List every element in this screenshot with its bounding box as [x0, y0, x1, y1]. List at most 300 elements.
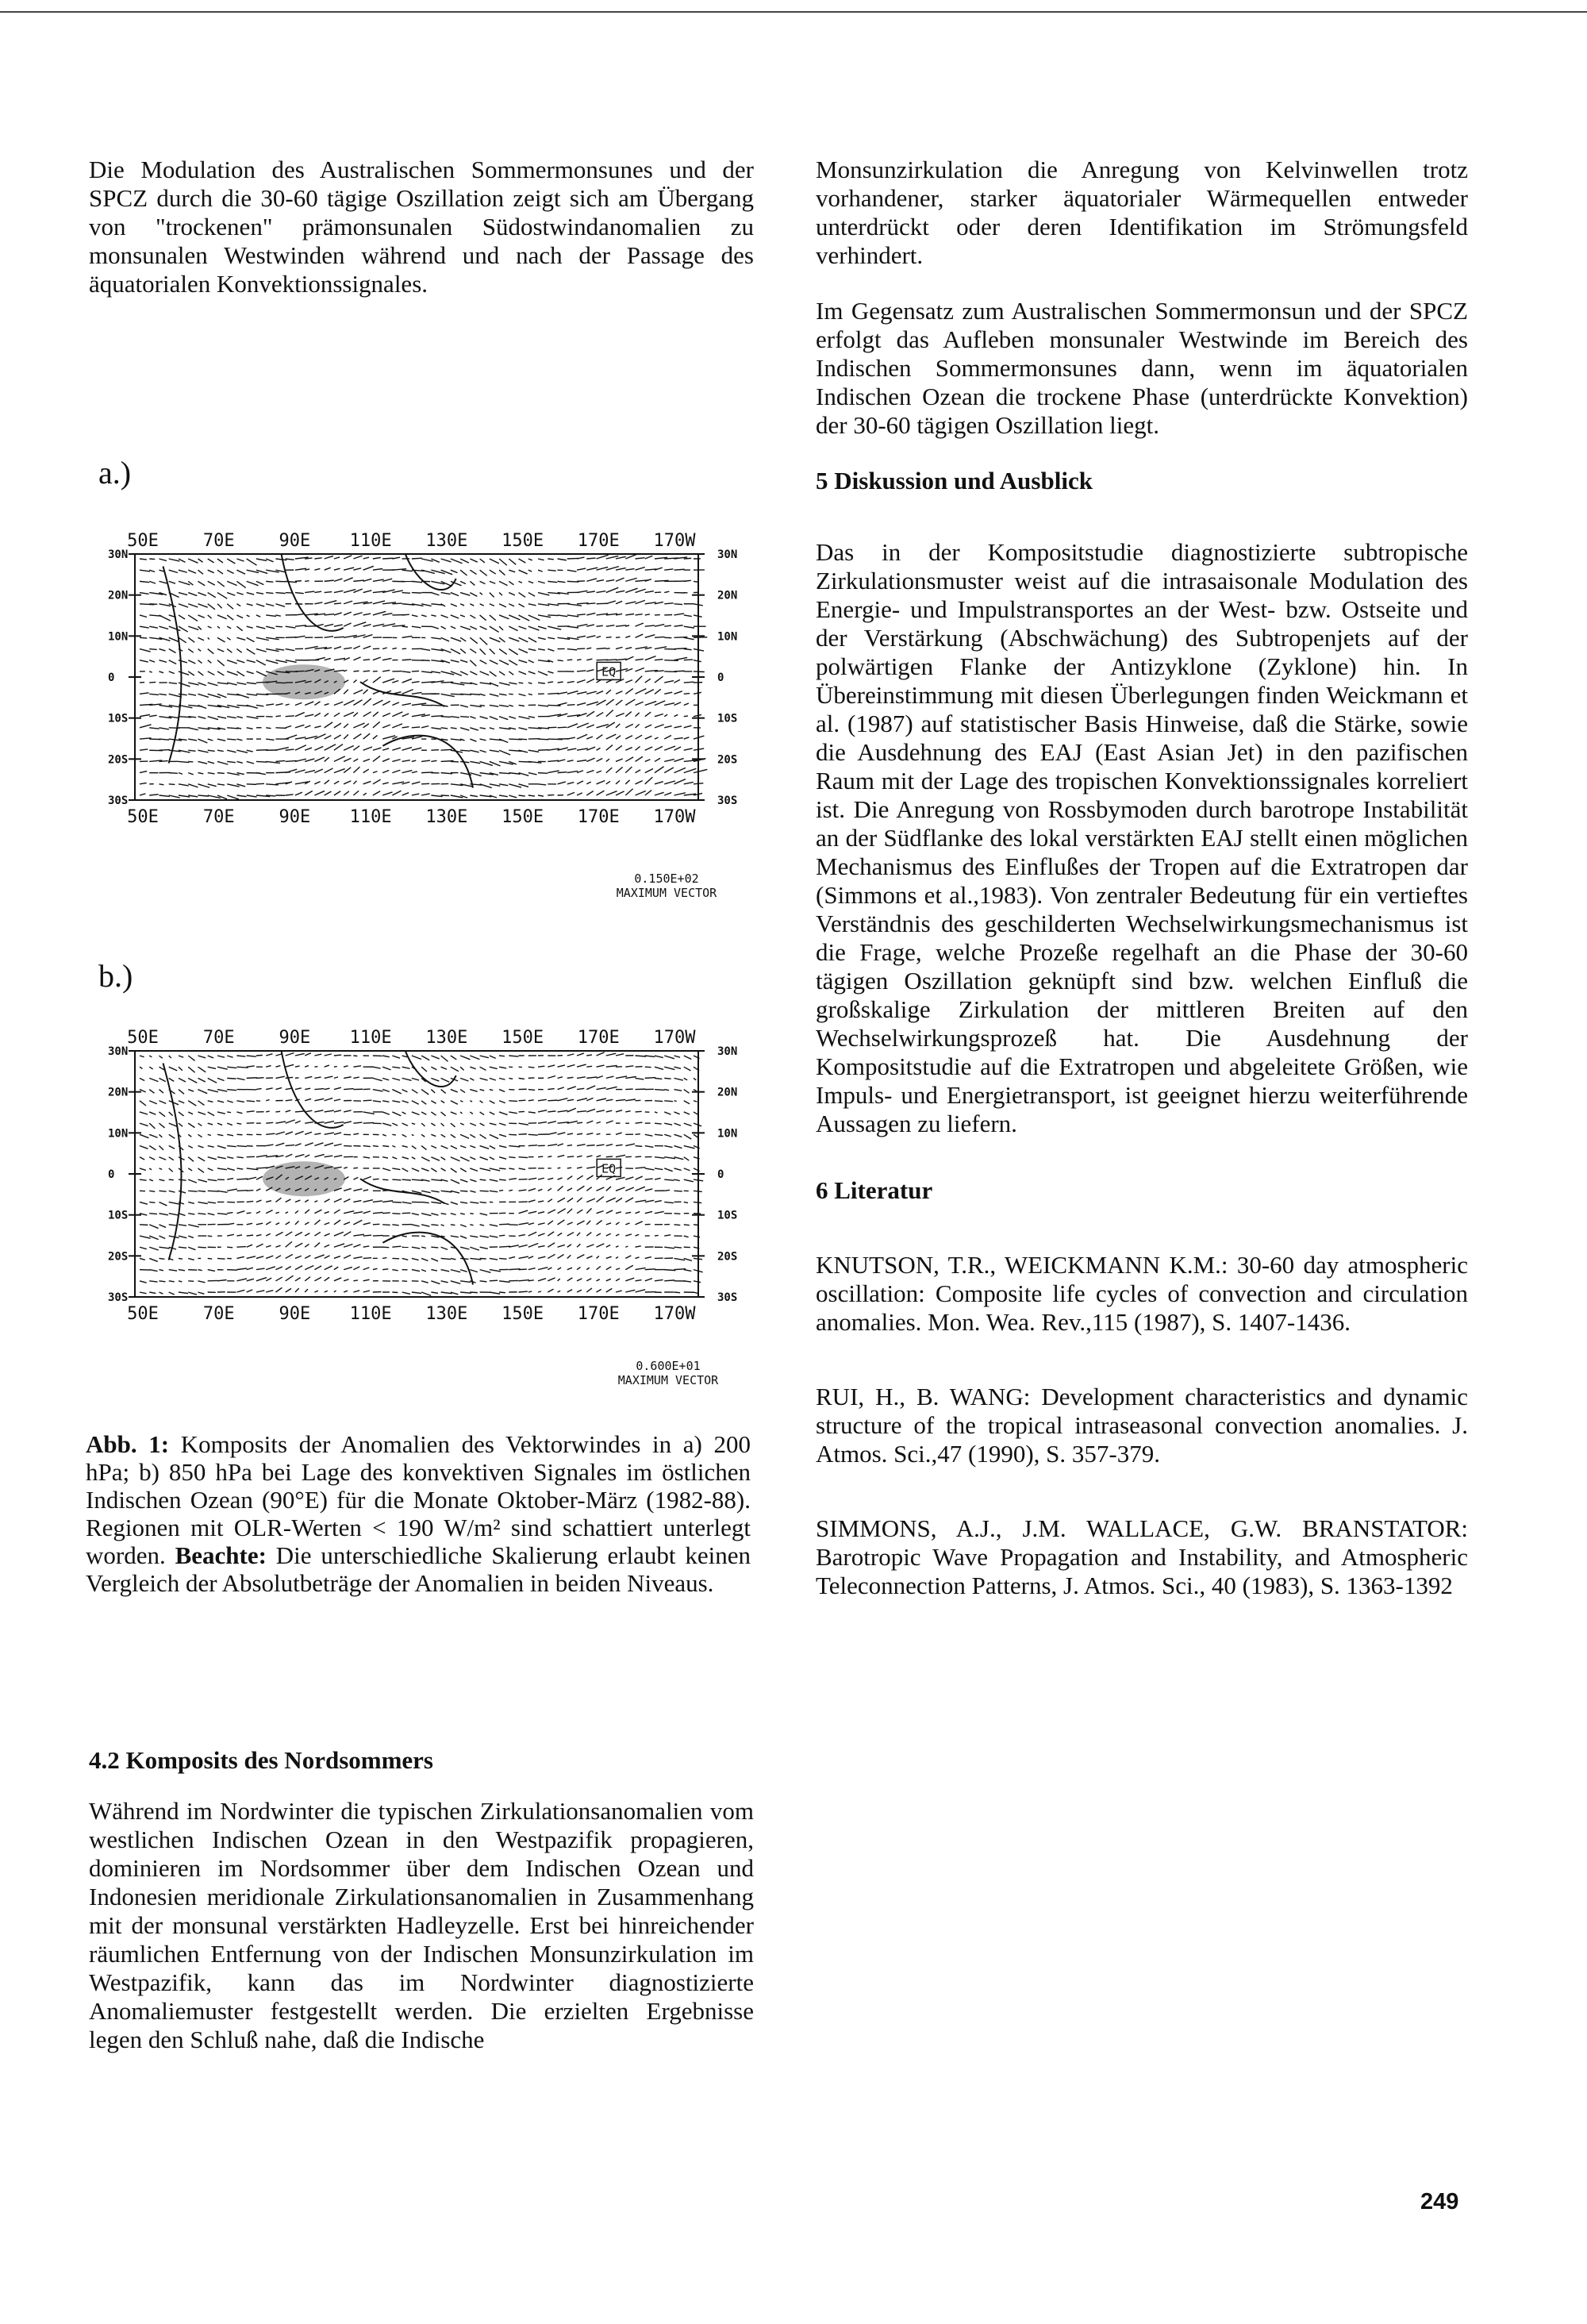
- wind-vector: [247, 750, 253, 752]
- wind-vector: [373, 1268, 378, 1269]
- wind-vector: [179, 1179, 186, 1180]
- wind-vector: [636, 1200, 647, 1202]
- wind-vector: [567, 682, 574, 683]
- wind-vector: [460, 728, 469, 730]
- wind-vector: [597, 1133, 601, 1134]
- wind-vector: [363, 1258, 371, 1259]
- wind-vector: [373, 1078, 382, 1080]
- wind-vector: [140, 581, 149, 582]
- wind-vector: [460, 593, 470, 596]
- wind-vector: [402, 636, 413, 637]
- wind-vector: [412, 558, 422, 559]
- wind-vector: [441, 1191, 452, 1192]
- wind-vector: [159, 1146, 163, 1150]
- wind-vector: [625, 1076, 636, 1078]
- wind-vector: [674, 1292, 681, 1293]
- wind-vector: [188, 671, 194, 675]
- wind-vector: [684, 716, 688, 717]
- wind-vector: [597, 1099, 606, 1101]
- wind-vector: [392, 1168, 400, 1170]
- wind-vector: [363, 1157, 370, 1158]
- wind-vector: [548, 581, 557, 582]
- wind-vector: [597, 648, 606, 649]
- wind-vector: [325, 1098, 333, 1100]
- wind-vector: [548, 1133, 556, 1135]
- wind-vector: [149, 626, 158, 628]
- wind-vector: [451, 1146, 457, 1149]
- wind-vector: [674, 779, 686, 784]
- wind-vector: [597, 691, 603, 695]
- wind-vector: [353, 723, 364, 728]
- wind-vector: [353, 690, 363, 694]
- wind-vector: [227, 1213, 232, 1214]
- wind-vector: [586, 568, 598, 570]
- wind-vector: [382, 1269, 388, 1270]
- wind-vector: [412, 1101, 419, 1104]
- wind-vector: [625, 780, 629, 784]
- wind-vector: [480, 1157, 488, 1160]
- wind-vector: [528, 1100, 534, 1101]
- wind-vector: [295, 1144, 302, 1146]
- wind-vector: [256, 1211, 260, 1213]
- wind-vector: [363, 646, 371, 648]
- wind-vector: [586, 558, 595, 559]
- wind-vector: [305, 1143, 313, 1146]
- wind-vector: [616, 1133, 622, 1134]
- wind-vector: [198, 1157, 205, 1161]
- wind-vector: [519, 604, 525, 607]
- wind-vector: [266, 626, 275, 629]
- wind-vector: [344, 1267, 352, 1269]
- wind-vector: [636, 1234, 640, 1236]
- wind-vector: [402, 1168, 409, 1172]
- wind-vector: [684, 1101, 690, 1104]
- wind-vector: [236, 717, 242, 718]
- wind-vector: [645, 679, 651, 683]
- wind-vector: [373, 721, 380, 727]
- wind-vector: [451, 1258, 456, 1259]
- wind-vector: [208, 1236, 213, 1237]
- wind-vector: [305, 725, 310, 728]
- wind-vector: [334, 1156, 342, 1157]
- wind-vector: [490, 1270, 501, 1272]
- wind-vector: [460, 1112, 462, 1114]
- wind-vector: [616, 659, 627, 660]
- wind-vector: [490, 694, 499, 696]
- wind-vector: [392, 1179, 401, 1180]
- wind-vector: [451, 717, 459, 718]
- wind-vector: [334, 568, 340, 570]
- wind-vector: [208, 1146, 214, 1148]
- wind-vector: [490, 671, 497, 676]
- wind-vector: [616, 1268, 620, 1270]
- wind-vector: [353, 1077, 359, 1078]
- wind-vector: [567, 760, 574, 762]
- wind-vector: [441, 795, 449, 796]
- wind-vector: [470, 1134, 475, 1137]
- wind-vector: [247, 705, 258, 708]
- wind-vector: [548, 671, 553, 673]
- wind-vector: [392, 1067, 400, 1068]
- wind-vector: [558, 1279, 560, 1281]
- wind-vector: [586, 771, 594, 773]
- wind-vector: [586, 679, 594, 683]
- wind-vector: [159, 1202, 167, 1205]
- wind-vector: [421, 1123, 425, 1126]
- wind-vector: [577, 781, 583, 784]
- wind-vector: [314, 1210, 321, 1214]
- wind-vector: [577, 1122, 582, 1123]
- wind-vector: [344, 670, 347, 671]
- wind-vector: [538, 705, 548, 706]
- wind-vector: [567, 1188, 572, 1191]
- wind-vector: [188, 1067, 194, 1072]
- wind-vector: [334, 557, 340, 559]
- wind-vector: [179, 1292, 188, 1294]
- wind-vector: [227, 1134, 233, 1135]
- wind-vector: [519, 1245, 528, 1248]
- wind-vector: [664, 625, 671, 626]
- wind-vector: [636, 1134, 640, 1135]
- wind-vector: [198, 1202, 207, 1203]
- wind-vector: [586, 1221, 590, 1225]
- wind-vector: [616, 767, 623, 772]
- wind-vector: [567, 771, 578, 772]
- wind-vector: [295, 625, 306, 626]
- lon-label-top: 50E: [127, 531, 159, 551]
- wind-vector: [295, 713, 305, 717]
- wind-vector: [412, 1112, 420, 1115]
- wind-vector: [140, 626, 149, 628]
- wind-vector: [460, 615, 465, 617]
- wind-vector: [227, 559, 235, 564]
- wind-vector: [597, 1052, 605, 1056]
- wind-vector: [363, 690, 368, 694]
- wind-vector: [431, 559, 439, 562]
- wind-vector: [451, 1157, 460, 1161]
- wind-vector: [625, 748, 632, 751]
- wind-vector: [460, 750, 470, 751]
- wind-vector: [179, 570, 187, 572]
- wind-vector: [149, 671, 152, 672]
- wind-vector: [421, 1292, 431, 1295]
- wind-vector: [353, 556, 362, 559]
- wind-vector: [188, 1157, 194, 1162]
- wind-vector: [363, 1190, 368, 1191]
- wind-vector: [373, 1212, 383, 1213]
- wind-vector: [606, 1198, 616, 1202]
- wind-vector: [586, 1279, 591, 1281]
- wind-vector: [382, 1190, 391, 1191]
- wind-vector: [655, 746, 663, 750]
- wind-vector: [606, 1156, 613, 1157]
- wind-vector: [586, 1055, 592, 1056]
- wind-vector: [577, 1186, 584, 1191]
- wind-vector: [664, 1123, 672, 1125]
- wind-vector: [169, 1146, 175, 1149]
- wind-vector: [227, 637, 230, 640]
- wind-vector: [538, 1189, 542, 1191]
- wind-vector: [149, 581, 156, 583]
- equator-marker-text: EQ: [601, 664, 617, 679]
- wind-vector: [558, 692, 567, 694]
- wind-vector: [519, 660, 528, 663]
- wind-vector: [382, 770, 389, 772]
- wind-vector: [567, 1156, 574, 1157]
- wind-vector: [499, 1078, 505, 1079]
- wind-vector: [236, 593, 243, 595]
- wind-vector: [314, 1277, 321, 1281]
- wind-vector: [616, 1054, 624, 1056]
- wind-vector: [616, 625, 626, 626]
- wind-vector: [275, 760, 285, 761]
- wind-vector: [334, 1220, 340, 1225]
- wind-vector: [538, 1122, 547, 1124]
- wind-vector: [499, 615, 509, 619]
- wind-vector: [577, 1088, 584, 1089]
- wind-vector: [140, 649, 151, 652]
- wind-vector: [286, 1288, 291, 1292]
- wind-vector: [645, 1257, 651, 1259]
- wind-vector: [149, 570, 155, 571]
- wind-vector: [159, 1112, 165, 1117]
- wind-vector: [586, 782, 590, 784]
- wind-vector: [499, 683, 509, 685]
- wind-vector: [275, 1122, 286, 1123]
- wind-vector: [636, 1187, 645, 1191]
- wind-vector: [412, 1146, 417, 1149]
- wind-vector: [538, 671, 548, 675]
- wind-vector: [664, 1270, 675, 1271]
- wind-vector: [149, 1225, 158, 1229]
- wind-vector: [636, 746, 640, 750]
- wind-vector: [431, 750, 439, 751]
- wind-vector: [236, 1279, 247, 1281]
- wind-vector: [198, 717, 206, 719]
- wind-vector: [470, 1067, 475, 1069]
- wind-vector: [480, 1236, 489, 1237]
- wind-vector: [431, 671, 440, 673]
- wind-vector: [314, 1099, 324, 1100]
- caption-text: Komposits der Anomalien des Vektorwindes in a) 200 hPa; b) 850 hPa bei Lage des konvektiven Signales im östlichen Indischen Ozean (90°E) für die Monate Oktober-März (1982-88). Regionen mit OLR-Werten < 190 W/m² sind schattiert unterlegt worden.: [86, 1430, 751, 1569]
- wind-vector: [480, 626, 487, 629]
- wind-vector: [655, 1090, 664, 1091]
- wind-vector: [538, 750, 548, 751]
- wind-vector: [684, 1236, 689, 1237]
- wind-vector: [247, 1066, 255, 1067]
- wind-vector: [577, 1167, 582, 1168]
- wind-vector: [295, 1066, 300, 1067]
- wind-vector: [586, 1288, 592, 1292]
- wind-vector: [577, 703, 586, 706]
- wind-vector: [606, 1053, 616, 1056]
- wind-vector: [674, 1146, 682, 1149]
- wind-vector: [460, 705, 468, 706]
- figure-caption: [86, 1430, 751, 1597]
- wind-vector: [373, 748, 382, 750]
- wind-vector: [236, 773, 244, 775]
- lat-label-right: 20S: [717, 753, 738, 767]
- wind-vector: [694, 1179, 703, 1181]
- wind-vector: [558, 772, 567, 773]
- wind-vector: [169, 1214, 178, 1215]
- wind-vector: [625, 1177, 633, 1179]
- wind-vector: [227, 581, 236, 585]
- wind-vector: [431, 1168, 436, 1172]
- wind-vector: [431, 1270, 437, 1271]
- wind-vector: [286, 1120, 295, 1123]
- wind-vector: [490, 1090, 493, 1091]
- wind-vector: [275, 1076, 284, 1078]
- wind-vector: [314, 746, 323, 750]
- wind-vector: [266, 1111, 269, 1112]
- wind-vector: [363, 724, 369, 728]
- wind-vector: [460, 671, 468, 675]
- wind-vector: [451, 761, 459, 762]
- wind-vector: [392, 1112, 401, 1116]
- wind-vector: [480, 1258, 486, 1259]
- wind-vector: [586, 1233, 591, 1237]
- wind-vector: [412, 727, 420, 728]
- wind-vector: [616, 781, 620, 784]
- wind-vector: [169, 1078, 175, 1081]
- wind-vector: [645, 614, 650, 615]
- wind-vector: [674, 1067, 682, 1068]
- wind-vector: [402, 679, 412, 683]
- wind-vector: [528, 773, 537, 775]
- wind-vector: [353, 746, 359, 751]
- wind-vector: [314, 1089, 324, 1090]
- wind-vector: [509, 1245, 519, 1247]
- wind-vector: [236, 615, 243, 618]
- wind-vector: [421, 671, 432, 673]
- wind-vector: [431, 760, 436, 761]
- wind-vector: [236, 1146, 246, 1147]
- wind-vector: [431, 637, 440, 639]
- wind-vector: [577, 636, 586, 637]
- wind-vector: [431, 626, 438, 629]
- wind-vector: [217, 1280, 227, 1281]
- wind-vector: [606, 699, 614, 705]
- wind-vector: [169, 1202, 179, 1204]
- wind-vector: [509, 1157, 515, 1158]
- wind-vector: [480, 1101, 483, 1103]
- wind-vector: [694, 692, 701, 694]
- wind-vector: [275, 1267, 282, 1270]
- wind-vector: [625, 656, 633, 660]
- wind-vector: [441, 1202, 449, 1204]
- wind-vector: [664, 692, 672, 694]
- wind-vector: [256, 761, 267, 762]
- wind-vector: [334, 1133, 341, 1134]
- wind-vector: [674, 614, 684, 615]
- wind-vector: [694, 1258, 702, 1259]
- wind-vector: [334, 1099, 340, 1101]
- wind-vector: [227, 593, 235, 596]
- wind-vector: [334, 1144, 342, 1145]
- wind-vector: [159, 660, 167, 663]
- wind-vector: [169, 1134, 175, 1138]
- wind-vector: [655, 1078, 662, 1079]
- wind-vector: [353, 759, 358, 761]
- wind-vector: [236, 649, 241, 653]
- wind-vector: [247, 1245, 252, 1247]
- lat-label-right: 10S: [717, 712, 738, 725]
- wind-vector: [616, 556, 626, 559]
- wind-vector: [334, 625, 343, 626]
- wind-vector: [460, 581, 466, 583]
- wind-vector: [490, 1146, 495, 1149]
- wind-vector: [295, 1221, 299, 1225]
- wind-vector: [236, 626, 242, 631]
- wind-vector: [441, 637, 449, 641]
- wind-vector: [353, 657, 360, 660]
- wind-vector: [325, 1222, 330, 1224]
- wind-vector: [373, 1067, 381, 1068]
- wind-vector: [373, 1090, 383, 1091]
- wind-vector: [402, 703, 411, 705]
- wind-vector: [305, 1256, 310, 1259]
- wind-vector: [616, 1099, 625, 1100]
- wind-vector: [305, 771, 315, 773]
- wind-vector: [664, 603, 673, 604]
- wind-vector: [441, 705, 448, 706]
- wind-vector: [363, 557, 369, 559]
- wind-vector: [236, 1268, 247, 1270]
- wind-vector: [247, 593, 254, 595]
- wind-vector: [451, 1214, 456, 1215]
- lon-label-top: 170W: [653, 531, 696, 551]
- wind-vector: [616, 591, 624, 592]
- wind-vector: [586, 725, 594, 728]
- wind-vector: [490, 1123, 497, 1125]
- wind-vector: [188, 750, 195, 751]
- wind-vector: [528, 1256, 533, 1259]
- wind-vector: [266, 1088, 272, 1090]
- wind-vector: [586, 591, 594, 593]
- wind-vector: [538, 1246, 545, 1248]
- wind-vector: [179, 1258, 183, 1259]
- wind-vector: [519, 705, 525, 706]
- wind-vector: [586, 1268, 589, 1269]
- wind-vector: [694, 783, 703, 784]
- wind-vector: [597, 1289, 601, 1292]
- wind-vector: [558, 1155, 565, 1156]
- wind-vector: [597, 748, 601, 750]
- wind-vector: [188, 570, 196, 573]
- wind-vector: [325, 1065, 329, 1067]
- wind-vector: [363, 591, 372, 593]
- lon-label-bottom: 130E: [425, 807, 468, 827]
- wind-vector: [286, 749, 294, 750]
- lon-label-bottom: 110E: [349, 807, 392, 827]
- wind-vector: [334, 1210, 340, 1214]
- wind-vector: [625, 1256, 631, 1259]
- wind-vector: [509, 795, 517, 798]
- wind-vector: [470, 660, 476, 666]
- wind-vector: [188, 1236, 194, 1237]
- wind-vector: [645, 1269, 655, 1270]
- wind-vector: [597, 637, 601, 638]
- wind-vector: [392, 591, 402, 593]
- wind-vector: [236, 1123, 241, 1124]
- wind-vector: [188, 604, 198, 607]
- wind-vector: [275, 626, 282, 627]
- wind-vector: [586, 603, 595, 604]
- wind-vector: [664, 746, 675, 750]
- wind-vector: [694, 1090, 697, 1091]
- wind-vector: [149, 1270, 157, 1272]
